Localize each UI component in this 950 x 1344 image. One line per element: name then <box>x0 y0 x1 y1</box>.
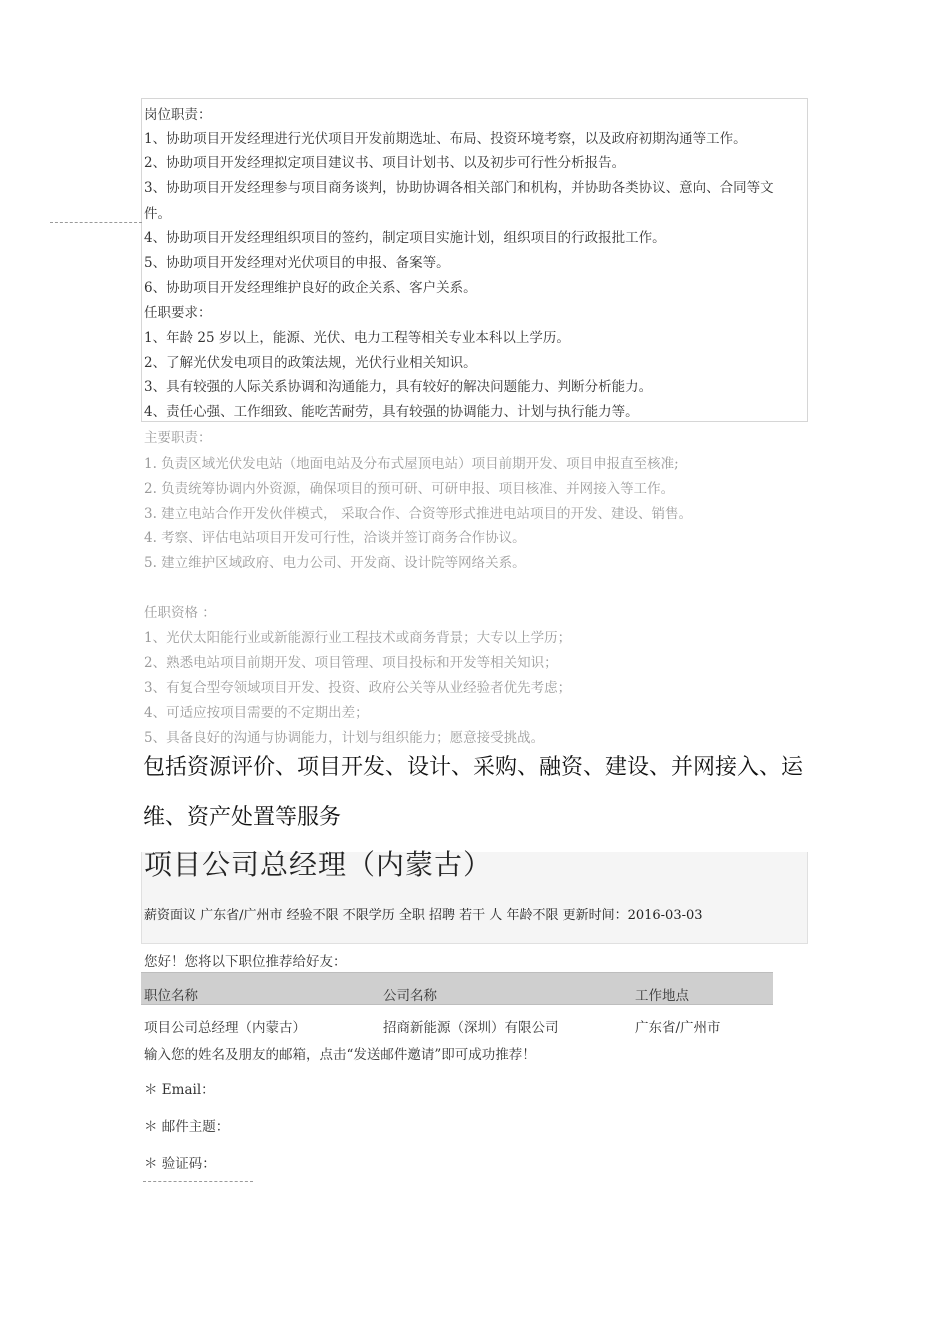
qualification-item: 2、熟悉电站项目前期开发、项目管理、项目投标和开发等相关知识； <box>144 655 558 671</box>
services-text-line2: 维、资产处置等服务 <box>143 805 342 830</box>
column-header-position: 职位名称 <box>144 988 198 1004</box>
requirement-item: 3、具有较强的人际关系协调和沟通能力，具有较好的解决问题能力、判断分析能力。 <box>144 379 653 395</box>
main-duty-item: 1. 负责区域光伏发电站（地面电站及分布式屋顶电站）项目前期开发、项目申报直至核准; <box>144 456 679 472</box>
main-duty-item: 5. 建立维护区域政府、电力公司、开发商、设计院等网络关系。 <box>144 555 526 571</box>
responsibilities-heading: 岗位职责： <box>144 107 212 123</box>
job-title: 项目公司总经理（内蒙古） <box>144 848 493 881</box>
requirements-heading: 任职要求： <box>144 305 212 321</box>
table-cell-company: 招商新能源（深圳）有限公司 <box>383 1020 559 1036</box>
email-label: ＊ Email： <box>144 1082 215 1098</box>
dashed-divider-bottom <box>143 1181 253 1182</box>
column-header-company: 公司名称 <box>383 988 437 1004</box>
services-text-line1: 包括资源评价、项目开发、设计、采购、融资、建设、并网接入、运 <box>143 755 804 780</box>
responsibility-item: 5、协助项目开发经理对光伏项目的申报、备案等。 <box>144 255 450 271</box>
main-duties-heading: 主要职责： <box>144 430 212 446</box>
table-cell-location: 广东省/广州市 <box>635 1020 721 1036</box>
qualifications-heading: 任职资格 ： <box>144 605 216 621</box>
responsibility-item: 1、协助项目开发经理进行光伏项目开发前期选址、布局、投资环境考察，以及政府初期沟通等工作。 <box>144 131 747 147</box>
subject-label: ＊ 邮件主题： <box>144 1119 230 1135</box>
requirement-item: 4、责任心强、工作细致、能吃苦耐劳，具有较强的协调能力、计划与执行能力等。 <box>144 404 639 420</box>
responsibility-item: 2、协助项目开发经理拟定项目建议书、项目计划书、以及初步可行性分析报告。 <box>144 155 626 171</box>
responsibility-item-cont: 件。 <box>144 206 171 222</box>
requirement-item: 2、了解光伏发电项目的政策法规，光伏行业相关知识。 <box>144 355 477 371</box>
qualification-item: 4、可适应按项目需要的不定期出差； <box>144 705 369 721</box>
recommend-instruction: 输入您的姓名及朋友的邮箱，点击“发送邮件邀请”即可成功推荐！ <box>144 1047 536 1063</box>
qualification-item: 3、有复合型夸领域项目开发、投资、政府公关等从业经验者优先考虑； <box>144 680 572 696</box>
recommend-intro: 您好！您将以下职位推荐给好友： <box>144 954 347 970</box>
responsibility-item: 3、协助项目开发经理参与项目商务谈判，协助协调各相关部门和机构，并协助各类协议、意向、合同等文 <box>144 180 774 196</box>
job-meta: 薪资面议 广东省/广州市 经验不限 不限学历 全职 招聘 若干 人 年龄不限 更新时间：2016-03-03 <box>144 908 703 923</box>
captcha-label: ＊ 验证码： <box>144 1156 216 1172</box>
main-duty-item: 2. 负责统筹协调内外资源，确保项目的预可研、可研申报、项目核准、并网接入等工作。 <box>144 481 675 497</box>
dashed-divider <box>50 222 142 223</box>
qualification-item: 1、光伏太阳能行业或新能源行业工程技术或商务背景；大专以上学历； <box>144 630 572 646</box>
qualification-item: 5、具备良好的沟通与协调能力，计划与组织能力；愿意接受挑战。 <box>144 730 545 746</box>
requirement-item: 1、年龄 25 岁以上，能源、光伏、电力工程等相关专业本科以上学历。 <box>144 330 570 346</box>
main-duty-item: 3. 建立电站合作开发伙伴模式， 采取合作、合资等形式推进电站项目的开发、建设、销售。 <box>144 506 692 522</box>
responsibility-item: 6、协助项目开发经理维护良好的政企关系、客户关系。 <box>144 280 477 296</box>
responsibility-item: 4、协助项目开发经理组织项目的签约，制定项目实施计划，组织项目的行政报批工作。 <box>144 230 666 246</box>
table-cell-position: 项目公司总经理（内蒙古） <box>144 1020 306 1036</box>
main-duty-item: 4. 考察、评估电站项目开发可行性，洽谈并签订商务合作协议。 <box>144 530 526 546</box>
column-header-location: 工作地点 <box>635 988 689 1004</box>
